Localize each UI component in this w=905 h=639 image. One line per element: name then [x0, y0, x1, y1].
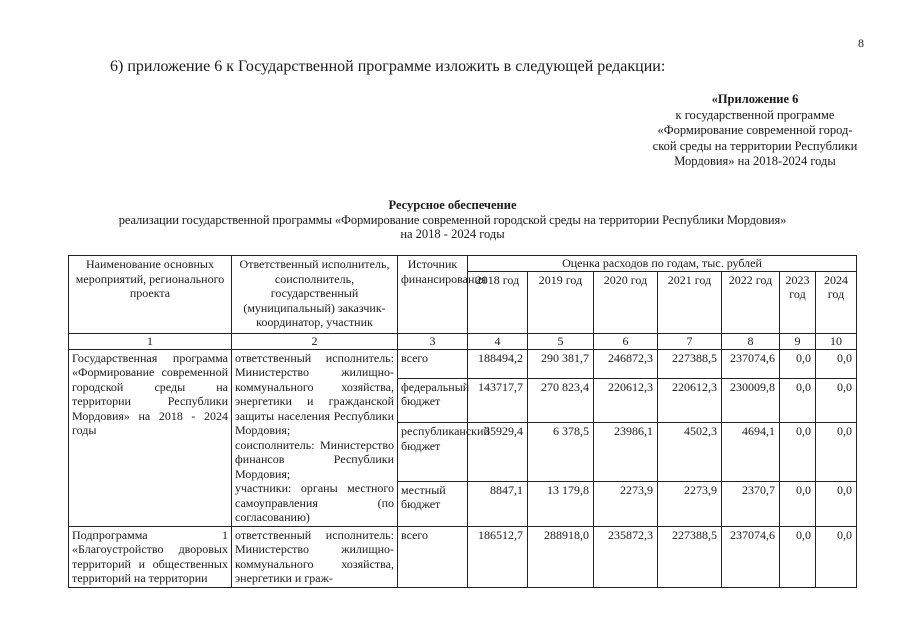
value-cell: 0,0: [780, 481, 816, 526]
page-number: 8: [858, 36, 864, 50]
column-number-row: [69, 333, 857, 349]
value-cell: 220612,3: [594, 378, 658, 423]
source-cell: республиканский бюджет: [398, 423, 468, 482]
header-year: 2019 год: [528, 271, 594, 333]
value-cell: 237074,6: [722, 526, 780, 587]
column-number: 5: [528, 333, 594, 349]
appendix-line: ской среды на территории Республики: [652, 138, 858, 153]
resource-title-line3: на 2018 - 2024 годы: [400, 227, 505, 241]
source-cell: всего: [398, 526, 468, 587]
executor-part: ответственный исполнитель: Министерство жилищно-коммунального хозяйства, энергетики и гражданской защиты населения Республики Мордовия;: [235, 350, 394, 437]
header-year: 2024 год: [816, 271, 857, 333]
resource-title: [0, 198, 905, 242]
value-cell: 8847,1: [468, 481, 528, 526]
intro-text: 6) приложение 6 к Государственной программе изложить в следующей редакции:: [110, 58, 666, 75]
column-number: 4: [468, 333, 528, 349]
value-cell: 13 179,8: [528, 481, 594, 526]
header-year: 2023 год: [780, 271, 816, 333]
value-cell: 227388,5: [658, 349, 722, 378]
column-number: 9: [780, 333, 816, 349]
subprogram-name: Подпрограмма 1 «Благоустройство дворовых территорий и общественных территорий на территории: [69, 526, 232, 587]
executor-part: соисполнитель: Министерство финансов Республики Мордовия;: [235, 437, 394, 481]
value-cell: 288918,0: [528, 526, 594, 587]
column-number: 8: [722, 333, 780, 349]
value-cell: 237074,6: [722, 349, 780, 378]
value-cell: 0,0: [816, 349, 857, 378]
value-cell: 0,0: [780, 526, 816, 587]
header-source: Источник финансирования: [398, 256, 468, 334]
header-name: Наименование основных мероприятий, регионального проекта: [69, 256, 232, 334]
value-cell: 246872,3: [594, 349, 658, 378]
source-cell: всего: [398, 349, 468, 378]
value-cell: 2273,9: [594, 481, 658, 526]
column-number: 1: [69, 333, 232, 349]
value-cell: 23986,1: [594, 423, 658, 482]
value-cell: 4502,3: [658, 423, 722, 482]
header-executor: Ответственный исполнитель, соисполнитель, государственный (муниципальный) заказчик-координатор, участник: [232, 256, 398, 334]
value-cell: 0,0: [816, 526, 857, 587]
source-cell: местный бюджет: [398, 481, 468, 526]
header-year: 2020 год: [594, 271, 658, 333]
column-number: 2: [232, 333, 398, 349]
value-cell: 227388,5: [658, 526, 722, 587]
subprogram-executor: ответственный исполнитель: Министерство жилищно-коммунального хозяйства, энергетики и граж-: [232, 526, 398, 587]
value-cell: 188494,2: [468, 349, 528, 378]
resource-title-line1: Ресурсное обеспечение: [388, 198, 517, 212]
table-row: [69, 526, 857, 587]
appendix-heading: [610, 92, 900, 170]
appendix-title: «Приложение 6: [711, 92, 799, 106]
executor-part: участники: органы местного самоуправления (по согласованию): [235, 481, 394, 524]
appendix-line: к государственной программе: [675, 107, 835, 122]
value-cell: 0,0: [780, 423, 816, 482]
value-cell: 235872,3: [594, 526, 658, 587]
program-executor: [232, 349, 398, 526]
value-cell: 143717,7: [468, 378, 528, 423]
program-name: Государственная программа «Формирование современной городской среды на территории Республики Мордовия» на 2018 - 2024 годы: [69, 349, 232, 526]
header-row: [69, 256, 857, 272]
value-cell: 0,0: [780, 378, 816, 423]
value-cell: 35929,4: [468, 423, 528, 482]
column-number: 6: [594, 333, 658, 349]
value-cell: 6 378,5: [528, 423, 594, 482]
value-cell: 2273,9: [658, 481, 722, 526]
column-number: 10: [816, 333, 857, 349]
appendix-line: Мордовия» на 2018-2024 годы: [674, 154, 836, 168]
appendix-line: «Формирование современной город-: [657, 123, 853, 137]
value-cell: 4694,1: [722, 423, 780, 482]
resource-table: [68, 255, 857, 588]
value-cell: 186512,7: [468, 526, 528, 587]
value-cell: 0,0: [780, 349, 816, 378]
value-cell: 2370,7: [722, 481, 780, 526]
header-year: 2021 год: [658, 271, 722, 333]
value-cell: 0,0: [816, 423, 857, 482]
header-year: 2022 год: [722, 271, 780, 333]
value-cell: 230009,8: [722, 378, 780, 423]
column-number: 3: [398, 333, 468, 349]
resource-title-line2: реализации государственной программы «Формирование современной городской среды на территории Республики Мордовия»: [118, 212, 787, 227]
value-cell: 0,0: [816, 481, 857, 526]
value-cell: 0,0: [816, 378, 857, 423]
header-year: 2018 год: [468, 271, 528, 333]
header-estimate: Оценка расходов по годам, тыс. рублей: [468, 256, 857, 272]
column-number: 7: [658, 333, 722, 349]
source-cell: федеральный бюджет: [398, 378, 468, 423]
value-cell: 220612,3: [658, 378, 722, 423]
value-cell: 290 381,7: [528, 349, 594, 378]
table-row: [69, 349, 857, 378]
value-cell: 270 823,4: [528, 378, 594, 423]
